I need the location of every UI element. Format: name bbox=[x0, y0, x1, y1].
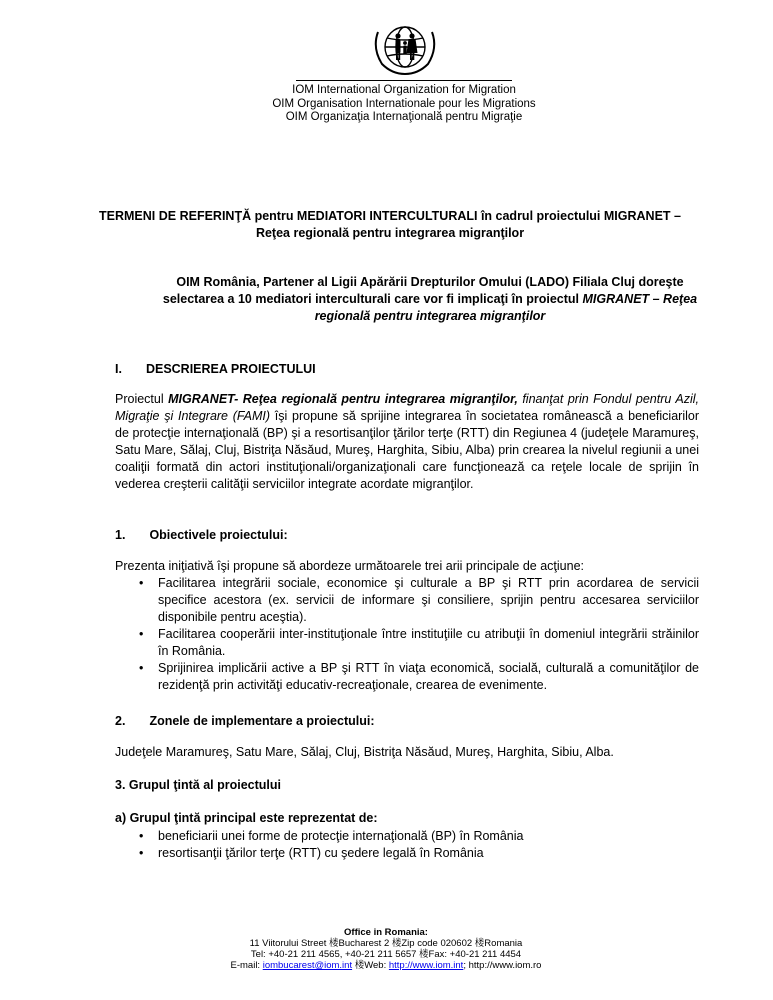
document-title bbox=[90, 208, 690, 242]
email-label: E-mail: bbox=[230, 960, 263, 971]
intro-project-name-cont: regională pentru integrarea migranţilor bbox=[314, 309, 546, 323]
target-group-subheading: a) Grupul ţintă principal este reprezentat de: bbox=[115, 811, 378, 825]
header-org-names bbox=[200, 84, 608, 125]
header-rule bbox=[296, 80, 512, 81]
zones-number: 2. bbox=[115, 714, 126, 728]
title-line-2: Reţea regională pentru integrarea migranţilor bbox=[255, 226, 525, 240]
intro-line-2-text: selectarea a 10 mediatori interculturali care vor fi implicaţi în proiectul bbox=[162, 292, 583, 306]
list-item: • resortisanţii ţărilor terţe (RTT) cu şedere legală în România bbox=[139, 846, 484, 860]
target-group-list bbox=[115, 828, 699, 862]
footer-address: 11 Viitorului Street 楼Bucharest 2 楼Zip code 020602 楼Romania bbox=[249, 938, 523, 949]
org-name-ro: OIM Organizaţia Internaţională pentru Migraţie bbox=[285, 111, 523, 123]
section-1-number: I. bbox=[115, 362, 122, 376]
list-item: • beneficiarii unei forme de protecţie internaţională (BP) în România bbox=[139, 829, 524, 843]
desc-lead: Proiectul bbox=[115, 392, 169, 406]
zones-title: Zonele de implementare a proiectului: bbox=[149, 714, 375, 728]
target-group-heading: 3. Grupul ţintă al proiectului bbox=[115, 778, 281, 792]
list-item: • Facilitarea integrării sociale, economice şi culturale a BP şi RTT prin acordarea de servicii specifice acestora (ex. servicii de informare şi consiliere, sprijin pentru accesarea serviciilor disponibile pentru aceştia). bbox=[139, 576, 699, 624]
zones-heading bbox=[115, 713, 375, 729]
bullet-icon: • bbox=[139, 576, 144, 590]
intro-line-1: OIM România, Partener al Ligii Apărării Drepturilor Omului (LADO) Filiala Cluj doreşte bbox=[176, 275, 684, 289]
footer-title: Office in Romania: bbox=[344, 927, 428, 938]
bullet-icon: • bbox=[139, 661, 144, 675]
section-1-title: DESCRIEREA PROIECTULUI bbox=[145, 362, 316, 376]
objectives-number: 1. bbox=[115, 528, 126, 542]
section-1-heading bbox=[115, 361, 316, 377]
iom-logo-icon bbox=[368, 18, 442, 78]
objectives-lead: Prezenta iniţiativă îşi propune să abordeze următoarele trei arii principale de acţiune: bbox=[115, 559, 585, 573]
objectives-heading bbox=[115, 527, 288, 543]
bullet-icon: • bbox=[139, 627, 144, 641]
title-line-1: TERMENI DE REFERINŢĂ pentru MEDIATORI INTERCULTURALI în cadrul proiectului MIGRANET – bbox=[99, 209, 681, 223]
org-name-fr: OIM Organisation Internationale pour les Migrations bbox=[272, 97, 536, 110]
org-name-en: IOM International Organization for Migration bbox=[292, 84, 516, 96]
list-item: • Sprijinirea implicării active a BP şi RTT în viaţa economică, socială, culturală a comunităţilor de rezidenţă prin activităţi educativ-recreaţionale, crearea de evenimente. bbox=[139, 661, 699, 692]
web-link[interactable]: http://www.iom.int bbox=[388, 960, 464, 971]
intro-line-3 bbox=[150, 308, 710, 325]
web-label: 楼Web: bbox=[352, 960, 389, 971]
zones-text: Judeţele Maramureş, Satu Mare, Sălaj, Cluj, Bistriţa Năsăud, Mureş, Harghita, Sibiu, Alba. bbox=[115, 745, 614, 759]
desc-project-name: MIGRANET- Reţea regională pentru integrarea migranţilor, bbox=[168, 392, 518, 406]
objectives-list bbox=[115, 575, 699, 694]
bullet-icon: • bbox=[139, 846, 144, 860]
desc-funding: finanţat prin Fondul pentru Azil, Migraţie şi Integrare (FAMI) bbox=[115, 392, 699, 423]
page-footer bbox=[180, 927, 592, 971]
footer-contacts bbox=[180, 960, 592, 971]
intro-project-name: MIGRANET – Reţea bbox=[582, 292, 698, 306]
intro-paragraph bbox=[150, 274, 710, 325]
intro-line-2 bbox=[150, 291, 710, 308]
objectives-title: Obiectivele proiectului: bbox=[149, 528, 288, 542]
footer-phone: Tel: +40-21 211 4565, +40-21 211 5657 楼Fax: +40-21 211 4454 bbox=[250, 949, 522, 960]
web-tail: ; http://www.iom.ro bbox=[463, 960, 542, 971]
desc-body: îşi propune să sprijine integrarea în societatea românească a beneficiarilor de protecţie internaţională (BP) şi a resortisanţilor ţărilor terţe (RTT) din Regiunea 4 (judeţele Maramureş, Satu Mare, Sălaj, Cluj, Bistriţa Năsăud, Mureş, Harghita, Sibiu, Alba) prin crearea la nivelul regiunii a unei coaliţii formată din actori instituţionali/organizaţionali care funcţionează ca reţele locale de sprijin în vederea creşterii calităţii serviciilor integrate acordate migranţilor. bbox=[115, 409, 699, 491]
list-item: • Facilitarea cooperării inter-instituţionale între instituţiile cu atribuţii în domeniul integrării străinilor în România. bbox=[139, 627, 699, 658]
bullet-icon: • bbox=[139, 829, 144, 843]
email-link[interactable]: iombucarest@iom.int bbox=[262, 960, 353, 971]
project-description-paragraph bbox=[115, 391, 699, 493]
